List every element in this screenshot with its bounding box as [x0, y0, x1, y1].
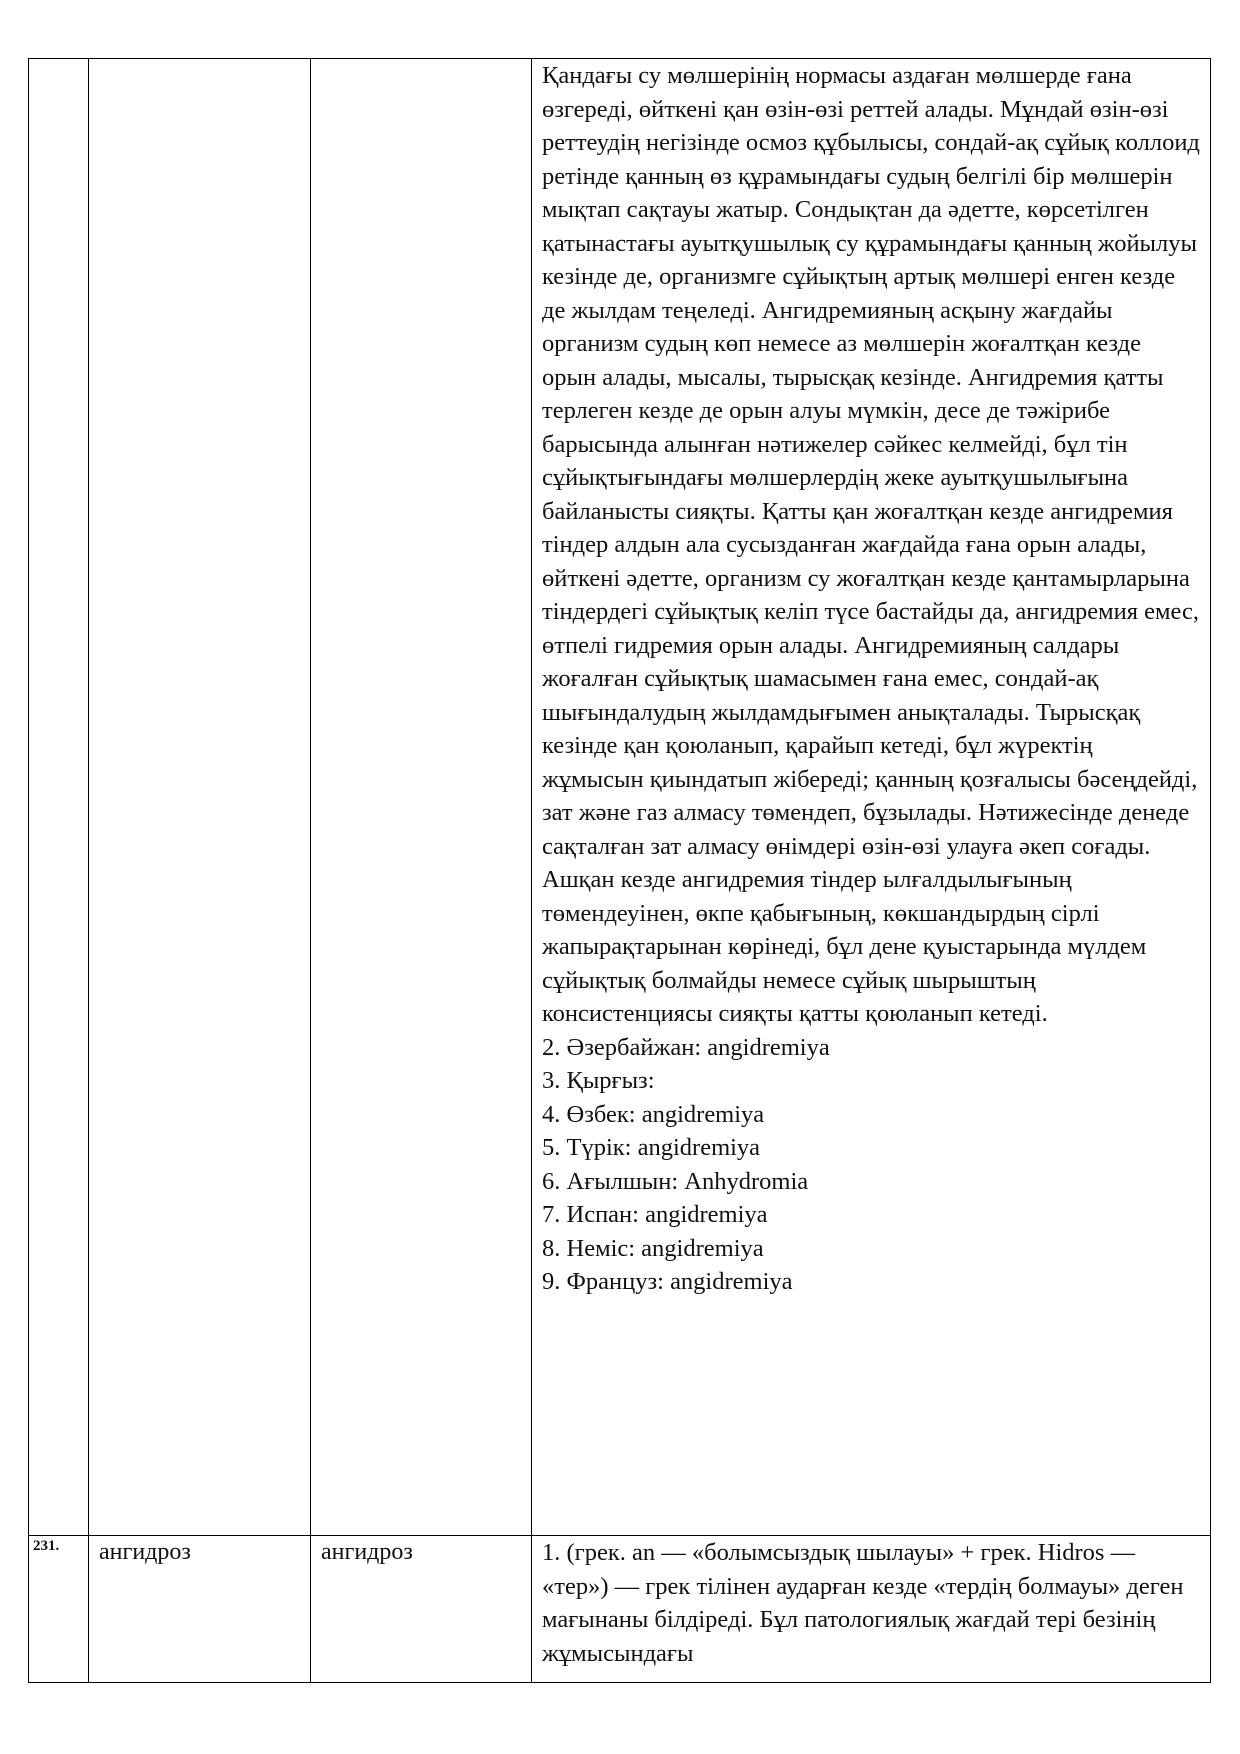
definition-cell [532, 1536, 1211, 1683]
entry-number-cell [29, 59, 89, 1536]
term-kz-cell [89, 59, 311, 1536]
translation-line: 6. Ағылшын: Anhydromia [542, 1167, 809, 1195]
dictionary-table [28, 58, 1211, 1683]
entry-number-cell: 231. [29, 1536, 89, 1683]
term-kz-cell: ангидроз [89, 1536, 311, 1683]
definition-paragraph: Қандағы су мөлшерінің нормасы аздаған мөлшерде ғана өзгереді, өйткені қан өзін-өзі реттей алады. Мұндай өзін-өзі реттеудің негізінде осмоз құбылысы, сондай-ақ сұйық коллоид ретінде қанның өз құрамындағы судың белгілі бір мөлшерін мықтап сақтауы жатыр. Сондықтан да әдетте, көрсетілген қатынастағы ауытқушылық су құрамындағы қанның жойылуы кезінде де, организмге сұйықтың артық мөлшері енген кезде де жылдам теңеледі. Ангидремияның асқыну жағдайы организм судың көп немесе аз мөлшерін жоғалтқан кезде орын алады, мысалы, тырысқақ кезінде. Ангидремия қатты терлеген кезде де орын алуы мүмкін, десе де тәжірибе барысында алынған нәтижелер сәйкес келмейді, бұл тін сұйықтығындағы мөлшерлердің жеке ауытқушылығына байланысты сияқты. Қатты қан жоғалтқан кезде ангидремия тіндер алдын ала сусызданған жағдайда ғана орын алады, өйткені әдетте, организм су жоғалтқан кезде қантамырларына тіндердегі сұйықтық келіп түсе бастайды да, ангидремия емес, өтпелі гидремия орын алады. Ангидремияның салдары жоғалған сұйықтық шамасымен ғана емес, сондай-ақ шығындалудың жылдамдығымен анықталады. Тырысқақ кезінде қан қоюланып, қарайып кетеді, бұл жүректің жұмысын қиындатып жібереді; қанның қозғалысы бәсеңдейді, зат және газ алмасу төмендеп, бұзылады. Нәтижесінде денеде сақталған зат алмасу өнімдері өзін-өзі улауға әкеп соғады. Ашқан кезде ангидремия тіндер ылғалдылығының төмендеуінен, өкпе қабығының, көкшандырдың сірлі жапырақтарынан көрінеді, бұл дене қуыстарында мүлдем сұйықтық болмайды немесе сұйық шырыштың консистенциясы сияқты қатты қоюланып кетеді. [542, 62, 1200, 1027]
term-ru-cell [311, 59, 532, 1536]
definition-paragraph: 1. (грек. an — «болымсыздық шылауы» + грек. Hidros — «тер») — грек тілінен аударған кезде «тердің болмауы» деген мағынаны білдіреді. Бұл патологиялық жағдай тері безінің жұмысындағы [542, 1539, 1184, 1667]
table-row [29, 59, 1211, 1536]
table-row [29, 1536, 1211, 1683]
translation-line: 8. Неміс: angidremiya [542, 1234, 764, 1262]
term-ru-cell: ангидроз [311, 1536, 532, 1683]
definition-cell [532, 59, 1211, 1536]
translation-line: 4. Өзбек: angidremiya [542, 1100, 765, 1128]
translation-line: 9. Француз: angidremiya [542, 1268, 793, 1295]
translation-line: 5. Түрік: angidremiya [542, 1134, 761, 1161]
translation-line: 2. Әзербайжан: angidremiya [542, 1033, 830, 1061]
translation-line: 3. Қырғыз: [542, 1067, 655, 1094]
translation-line: 7. Испан: angidremiya [542, 1201, 768, 1228]
